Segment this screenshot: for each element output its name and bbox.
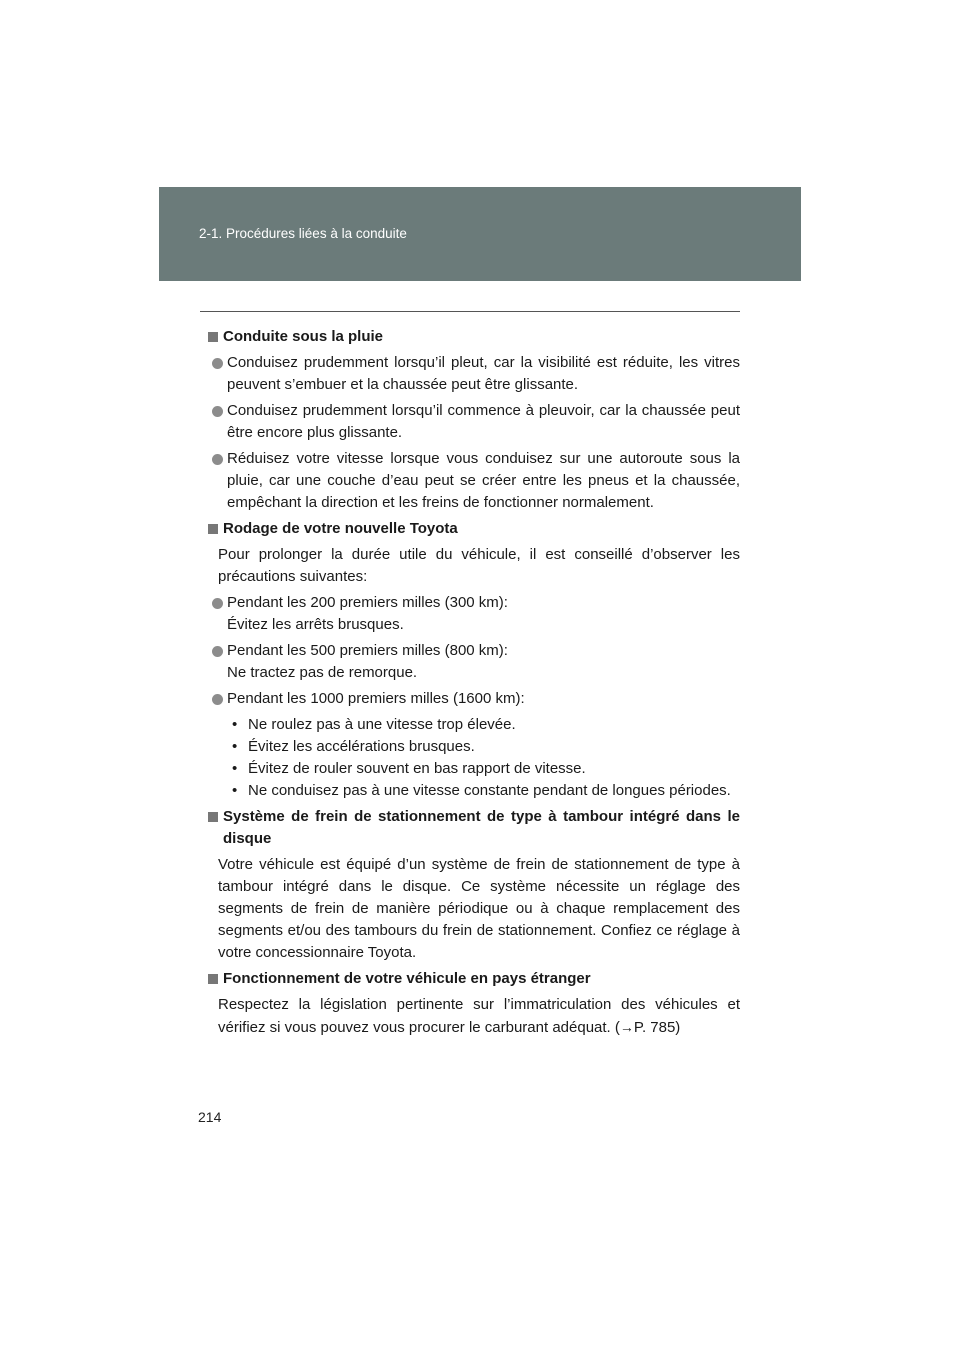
- section-header-title: 2-1. Procédures liées à la conduite: [199, 226, 407, 241]
- dot-marker-icon: •: [232, 760, 238, 777]
- circle-bullet-icon: [212, 406, 223, 417]
- list-item: Réduisez votre vitesse lorsque vous conduisez sur une autoroute sous la pluie, car une couche d’eau peut se créer entre les pneus et la chaussée, empêchant la direction et les freins de fonctionner normalement.: [208, 448, 740, 514]
- circle-bullet-icon: [212, 694, 223, 705]
- sub-list-item: • Évitez de rouler souvent en bas rapport de vitesse.: [232, 758, 740, 780]
- paragraph: Respectez la législation pertinente sur l’immatriculation des véhicules et vérifiez si vous pouvez vous procurer le carburant adéquat. (→P. 785): [218, 996, 740, 1036]
- section-heading: Rodage de votre nouvelle Toyota: [208, 518, 740, 540]
- paragraph: Votre véhicule est équipé d’un système de frein de stationnement de type à tambour intégré dans le disque. Ce système nécessite un réglage des segments de frein de manière périodique ou à chaque remplacement des segments et/ou des tambours du frein de stationnement. Confiez ce réglage à votre concessionnaire Toyota.: [218, 856, 740, 961]
- list-item: Pendant les 500 premiers milles (800 km): Ne tractez pas de remorque.: [208, 640, 740, 684]
- page-number: 214: [198, 1109, 222, 1125]
- page-reference[interactable]: P. 785): [633, 1019, 681, 1036]
- dot-marker-icon: •: [232, 782, 238, 799]
- list-item: Conduisez prudemment lorsqu’il pleut, car la visibilité est réduite, les vitres peuvent s’embuer et la chaussée peut être glissante.: [208, 352, 740, 396]
- sub-list-item: • Évitez les accélérations brusques.: [232, 736, 740, 758]
- section-heading: Conduite sous la pluie: [208, 326, 740, 348]
- square-bullet-icon: [208, 974, 218, 984]
- circle-bullet-icon: [212, 598, 223, 609]
- sub-list: [208, 714, 740, 802]
- divider: [200, 311, 740, 312]
- dot-marker-icon: •: [232, 716, 238, 733]
- square-bullet-icon: [208, 812, 218, 822]
- arrow-right-icon: →: [619, 1019, 634, 1035]
- paragraph: Pour prolonger la durée utile du véhicule, il est conseillé d’observer les précautions suivantes:: [218, 546, 740, 585]
- square-bullet-icon: [208, 524, 218, 534]
- section-abroad: [208, 968, 740, 1039]
- section-rain: [208, 326, 740, 514]
- sub-list-item: • Ne roulez pas à une vitesse trop élevée.: [232, 714, 740, 736]
- section-breakin: [208, 518, 740, 802]
- list-item: Pendant les 200 premiers milles (300 km): Évitez les arrêts brusques.: [208, 592, 740, 636]
- dot-marker-icon: •: [232, 738, 238, 755]
- header-band: [159, 187, 801, 281]
- section-parking-brake: [208, 806, 740, 964]
- circle-bullet-icon: [212, 646, 223, 657]
- list-item: Conduisez prudemment lorsqu’il commence à pleuvoir, car la chaussée peut être encore plus glissante.: [208, 400, 740, 444]
- circle-bullet-icon: [212, 454, 223, 465]
- section-heading: Fonctionnement de votre véhicule en pays étranger: [208, 968, 740, 990]
- circle-bullet-icon: [212, 358, 223, 369]
- section-heading: Système de frein de stationnement de type à tambour intégré dans le disque: [208, 806, 740, 850]
- square-bullet-icon: [208, 332, 218, 342]
- sub-list-item: • Ne conduisez pas à une vitesse constante pendant de longues périodes.: [232, 780, 740, 802]
- list-item: Pendant les 1000 premiers milles (1600 km):: [208, 688, 740, 710]
- page-content: [208, 326, 740, 1043]
